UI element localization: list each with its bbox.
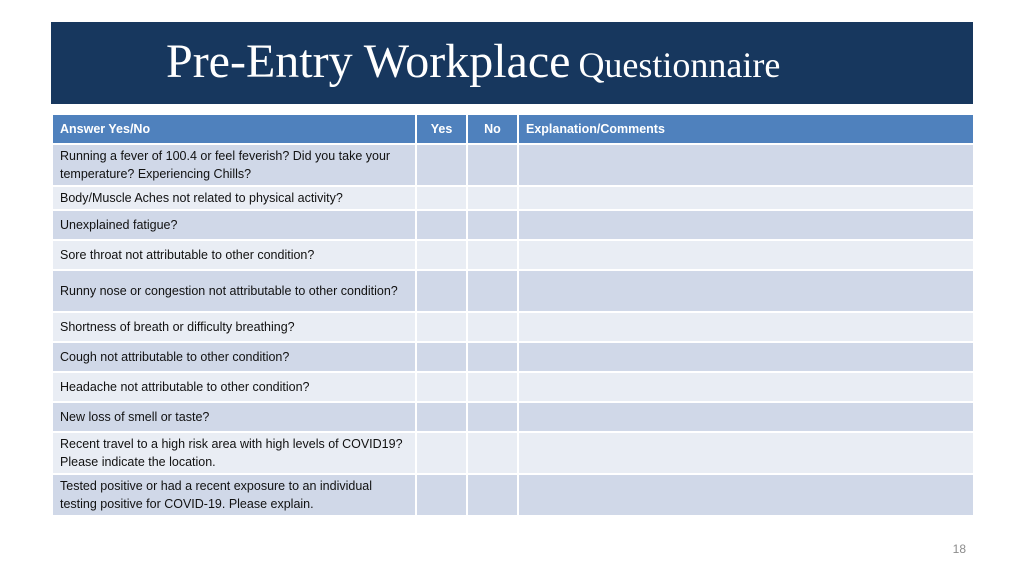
question-cell: Cough not attributable to other condition? [52, 342, 416, 372]
explanation-cell[interactable] [518, 270, 974, 312]
explanation-cell[interactable] [518, 372, 974, 402]
yes-cell[interactable] [416, 432, 467, 474]
yes-cell[interactable] [416, 342, 467, 372]
table-row [52, 240, 974, 270]
question-cell: Shortness of breath or difficulty breathing? [52, 312, 416, 342]
no-cell[interactable] [467, 210, 518, 240]
question-cell: Body/Muscle Aches not related to physical activity? [52, 186, 416, 210]
yes-cell[interactable] [416, 210, 467, 240]
header-question: Answer Yes/No [52, 114, 416, 144]
question-cell: Sore throat not attributable to other condition? [52, 240, 416, 270]
explanation-cell[interactable] [518, 312, 974, 342]
question-cell: Headache not attributable to other condition? [52, 372, 416, 402]
explanation-cell[interactable] [518, 240, 974, 270]
table-body [52, 144, 974, 516]
title-bar [51, 22, 973, 104]
explanation-cell[interactable] [518, 432, 974, 474]
no-cell[interactable] [467, 312, 518, 342]
yes-cell[interactable] [416, 402, 467, 432]
yes-cell[interactable] [416, 270, 467, 312]
table-row [52, 372, 974, 402]
table-row [52, 432, 974, 474]
table-row [52, 402, 974, 432]
no-cell[interactable] [467, 474, 518, 516]
no-cell[interactable] [467, 372, 518, 402]
explanation-cell[interactable] [518, 144, 974, 186]
header-explanation: Explanation/Comments [518, 114, 974, 144]
explanation-cell[interactable] [518, 402, 974, 432]
yes-cell[interactable] [416, 144, 467, 186]
question-cell: Recent travel to a high risk area with high levels of COVID19? Please indicate the location. [52, 432, 416, 474]
question-cell: Unexplained fatigue? [52, 210, 416, 240]
title-main: Pre-Entry Workplace [166, 35, 571, 88]
table-row [52, 210, 974, 240]
explanation-cell[interactable] [518, 210, 974, 240]
table-row [52, 312, 974, 342]
questionnaire-table [51, 113, 975, 517]
table-row [52, 144, 974, 186]
no-cell[interactable] [467, 402, 518, 432]
no-cell[interactable] [467, 270, 518, 312]
no-cell[interactable] [467, 342, 518, 372]
header-no: No [467, 114, 518, 144]
table-row [52, 474, 974, 516]
table-header-row [52, 114, 974, 144]
question-cell: New loss of smell or taste? [52, 402, 416, 432]
no-cell[interactable] [467, 186, 518, 210]
explanation-cell[interactable] [518, 474, 974, 516]
page-title [166, 32, 780, 96]
no-cell[interactable] [467, 144, 518, 186]
table-row [52, 186, 974, 210]
no-cell[interactable] [467, 240, 518, 270]
explanation-cell[interactable] [518, 342, 974, 372]
no-cell[interactable] [467, 432, 518, 474]
question-cell: Runny nose or congestion not attributable to other condition? [52, 270, 416, 312]
page-number: 18 [952, 542, 966, 556]
explanation-cell[interactable] [518, 186, 974, 210]
yes-cell[interactable] [416, 312, 467, 342]
question-cell: Running a fever of 100.4 or feel feverish? Did you take your temperature? Experiencing Chills? [52, 144, 416, 186]
title-sub: Questionnaire [578, 45, 781, 85]
header-yes: Yes [416, 114, 467, 144]
question-cell: Tested positive or had a recent exposure to an individual testing positive for COVID-19. Please explain. [52, 474, 416, 516]
table-row [52, 342, 974, 372]
yes-cell[interactable] [416, 372, 467, 402]
table-row [52, 270, 974, 312]
yes-cell[interactable] [416, 240, 467, 270]
yes-cell[interactable] [416, 186, 467, 210]
yes-cell[interactable] [416, 474, 467, 516]
